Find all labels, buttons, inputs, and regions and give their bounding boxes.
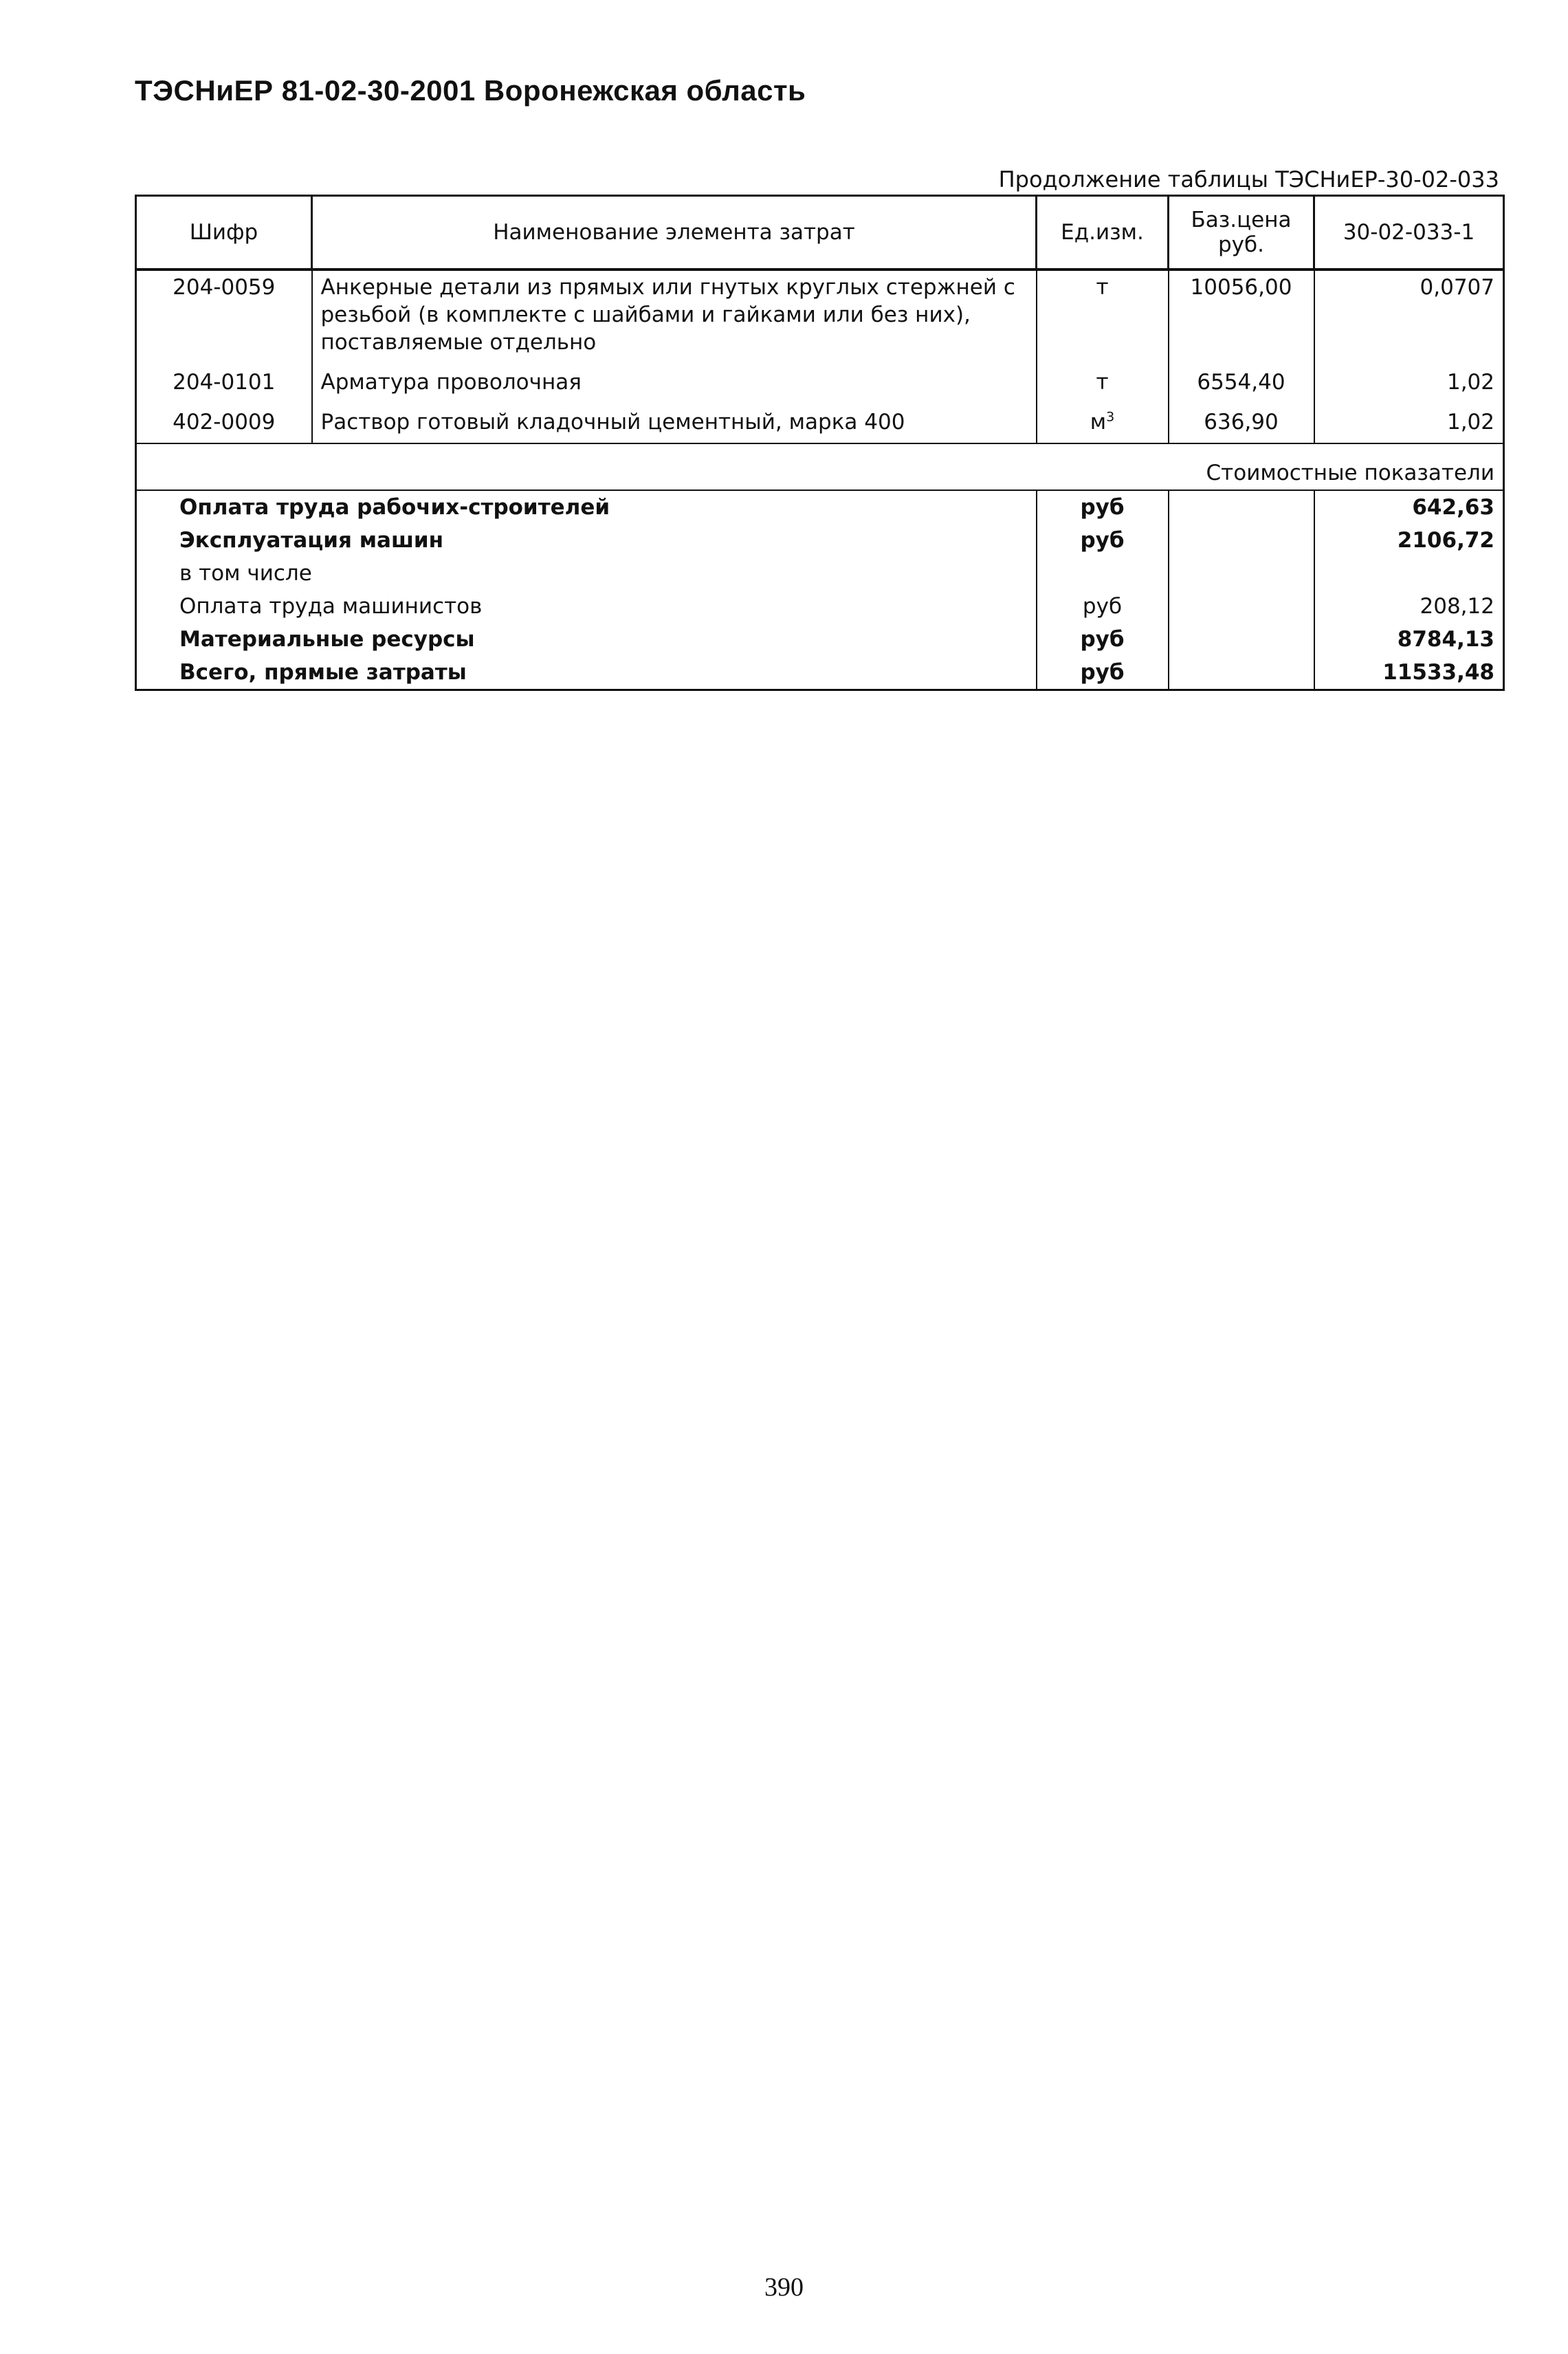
summary-row [136,524,1504,557]
summary-value: 8784,13 [1314,623,1504,656]
section-row [136,443,1504,490]
row-price: 636,90 [1169,399,1314,443]
summary-unit: руб [1037,490,1169,524]
column-header-name: Наименование элемента затрат [312,196,1037,270]
summary-row [136,656,1504,690]
row-code: 402-0009 [136,399,312,443]
column-header-code: Шифр [136,196,312,270]
row-qty: 1,02 [1314,359,1504,399]
row-price: 6554,40 [1169,359,1314,399]
summary-empty-cell [1169,557,1314,590]
column-header-price [1169,196,1314,270]
summary-empty-cell [1169,524,1314,557]
summary-value: 642,63 [1314,490,1504,524]
row-unit [1037,399,1169,443]
section-label: Стоимостные показатели [1169,443,1504,490]
summary-label: Оплата труда машинистов [136,590,1037,623]
row-code: 204-0059 [136,270,312,359]
table-continuation-label: Продолжение таблицы ТЭСНиЕР-30-02-033 [998,166,1499,192]
summary-row [136,490,1504,524]
row-name: Арматура проволочная [312,359,1037,399]
row-qty: 1,02 [1314,399,1504,443]
summary-unit: руб [1037,656,1169,690]
page-number: 390 [764,2273,804,2302]
column-header-price-line1: Баз.цена [1191,208,1292,232]
row-name: Анкерные детали из прямых или гнутых круглых стержней с резьбой (в комплекте с шайбами и гайками или без них), поставляемые отдельно [312,270,1037,359]
row-name: Раствор готовый кладочный цементный, марка 400 [312,399,1037,443]
row-unit: т [1037,359,1169,399]
cost-table [135,195,1505,691]
summary-unit: руб [1037,590,1169,623]
table-row [136,270,1504,359]
summary-empty-cell [1169,623,1314,656]
row-unit-base: м [1090,410,1107,434]
summary-value: 11533,48 [1314,656,1504,690]
column-header-price-line2: руб. [1218,232,1264,257]
summary-empty-cell [1169,490,1314,524]
row-price: 10056,00 [1169,270,1314,359]
section-spacer [136,443,312,490]
summary-value [1314,557,1504,590]
summary-value: 208,12 [1314,590,1504,623]
row-qty: 0,0707 [1314,270,1504,359]
summary-unit: руб [1037,623,1169,656]
section-spacer [1037,443,1169,490]
column-header-unit: Ед.изм. [1037,196,1169,270]
table-header-row [136,196,1504,270]
row-code: 204-0101 [136,359,312,399]
summary-unit: руб [1037,524,1169,557]
summary-label: Всего, прямые затраты [136,656,1037,690]
table-row [136,399,1504,443]
summary-label: в том числе [136,557,1037,590]
summary-label: Оплата труда рабочих-строителей [136,490,1037,524]
summary-empty-cell [1169,656,1314,690]
column-header-norm: 30-02-033-1 [1314,196,1504,270]
summary-empty-cell [1169,590,1314,623]
row-unit: т [1037,270,1169,359]
section-spacer [312,443,1037,490]
row-unit-superscript: 3 [1106,409,1115,425]
summary-unit [1037,557,1169,590]
summary-row [136,623,1504,656]
table-row [136,359,1504,399]
summary-row [136,557,1504,590]
summary-label: Материальные ресурсы [136,623,1037,656]
summary-label: Эксплуатация машин [136,524,1037,557]
summary-row [136,590,1504,623]
summary-value: 2106,72 [1314,524,1504,557]
document-title: ТЭСНиЕР 81-02-30-2001 Воронежская область [135,74,806,107]
